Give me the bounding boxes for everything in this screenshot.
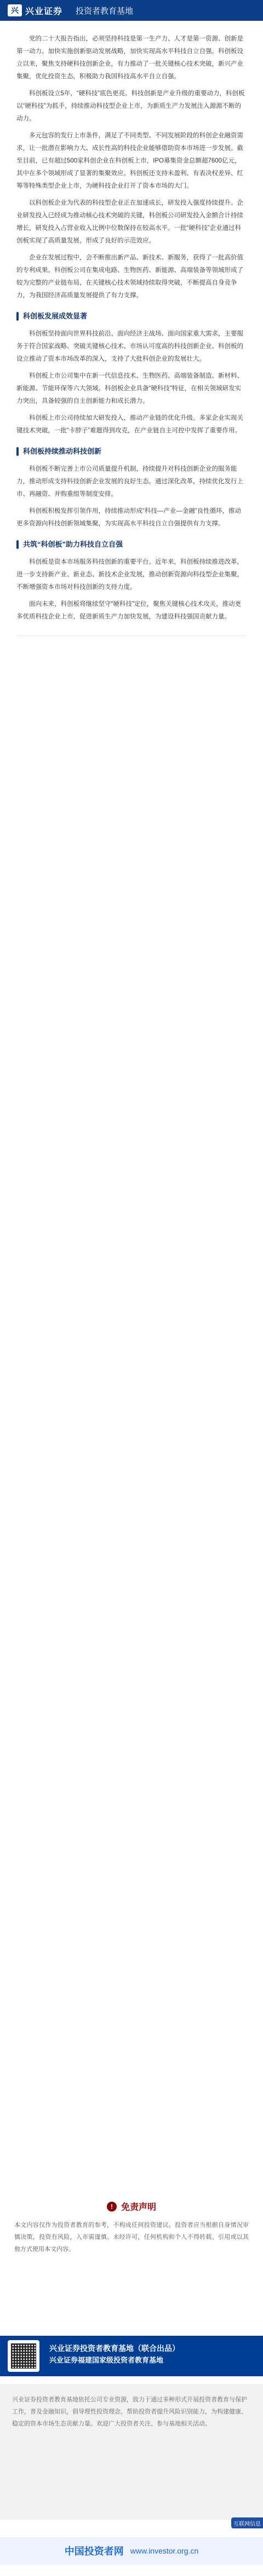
disclaimer-title: 免责声明 — [121, 2203, 156, 2212]
qr-code-icon — [8, 2340, 39, 2372]
section-bar — [16, 312, 19, 321]
warning-icon: ! — [107, 2202, 117, 2212]
section-bar — [16, 540, 19, 549]
section-title-text: 共筑“科创板”助力科技自立自强 — [23, 540, 123, 548]
paragraph: 科创板设立5年，“硬科技”底色更亮。科技创新是产业升级的重要动力，科创板以“硬科技”为抓手，持续推动科技型企业上市，为新质生产力发展注入源源不断的动力。 — [16, 90, 245, 122]
paragraph: 科创板上市公司集中在新一代信息技术、生物医药、高端装备制造、新材料、新能源、节能环保等六大领域。科创板企业具备“硬科技”特征，在相关领域研发实力突出，具备较强的自主创新能力和成长潜力。 — [16, 373, 243, 404]
divider — [16, 635, 247, 636]
paragraph: 科创板是资本市场服务科技创新的重要平台。近年来，科创板持续推进改革，进一步支持新产业、新业态、新技术企业发展，推动创新资源向科技型企业集聚，不断增强资本市场对科技创新的支持力度。 — [16, 559, 243, 591]
section-title — [16, 310, 247, 322]
banner-line-1: 兴业证券投资者教育基地（联合出品） — [49, 2344, 180, 2353]
section-title — [16, 445, 247, 458]
paragraph: 多元包容的发行上市条件，满足了不同类型、不同发展阶段的科创企业融资需求，让一批潜在影响力大、成长性高的科技企业能够借助资本市场进一步发展。截至目前，已有超过500家科创企业在科创板上市，IPO募集资金总额超7600亿元，其中在多个领域形成了显著的集聚效应。科创板还支持未盈利、有表决权差异、红筹等特殊类型企业上市，为硬科技企业打开了资本市场的大门。 — [16, 132, 243, 189]
section-title-text: 科创板持续推动科技创新 — [23, 447, 102, 455]
section-title — [16, 538, 247, 551]
footer — [0, 2537, 263, 2565]
paragraph: 企业在发展过程中，会不断推出新产品、新技术、新服务，获得了一批高价值的专利成果。科创板公司在集成电路、生物医药、新能源、高端装备等领域形成了较为完整的产业链布局，在关键核心技术领域持续取得突破，不断提高自身竞争力，为我国经济高质量发展提供了有力支撑。 — [16, 254, 243, 299]
paragraph: 科创板上市公司持续加大研发投入，推动产业链的优化升级。多家企业实现关键技术突破，一批“卡脖子”难题得到攻克，在产业链自主可控中发挥了重要作用。 — [16, 415, 243, 434]
section-bar — [16, 447, 19, 456]
info-text: 兴业证券投资者教育基地依托公司专业资源，致力于通过多种形式开展投资者教育与保护工作，普及金融知识，倡导理性投资理念，帮助投资者提升风险识别能力，为构建健康、稳定的资本市场生态贡献力量。欢迎广大投资者关注、参与基地相关活动。 — [12, 2396, 247, 2427]
brand-name: 兴业证券 — [25, 7, 63, 16]
paragraph: 科创板积极发挥引领作用，持续推动形成“科技—产业—金融”良性循环，推动更多资源向科技创新领域集聚，为实现高水平科技自立自强提供有力支撑。 — [16, 508, 242, 527]
disclaimer-header — [14, 2200, 249, 2213]
paragraph: 科创板坚持面向世界科技前沿、面向经济主战场、面向国家重大需求，主要服务于符合国家战略、突破关键核心技术、市场认可度高的科技创新企业。科创板的设立推动了资本市场改革的深入，支持了大批科创企业的发展壮大。 — [16, 331, 243, 362]
promo-banner — [0, 2336, 263, 2376]
disclaimer-body: 本文内容仅作为投资者教育的参考，不构成任何投资建议。投资者应当根据自身情况审慎决策，投资有风险，入市需谨慎。未经许可，任何机构和个人不得转载、引用或以其他方式使用本文内容。 — [14, 2222, 249, 2253]
brand-mark-icon: 兴 — [8, 4, 22, 16]
paragraph: 科创板不断完善上市公司质量提升机制，持续提升对科技创新企业的服务能力，推动形成支持科技创新企业发展的良好生态。通过深化改革，持续优化发行上市、再融资、并购重组等制度安排。 — [16, 466, 243, 497]
paragraph: 以科创板企业为代表的科技型企业正在加速成长，研发投入强度持续提升。企业研发投入已经成为推动核心技术突破的关键，科创板公司研发投入金额合计持续增长，研发投入占营业收入比例中位数保持在较高水平。一批“硬科技”企业通过科创板实现了高质量发展，形成了良好的示范效应。 — [16, 200, 243, 244]
top-bar — [0, 0, 263, 21]
section-title-text: 科创板发展成效显著 — [23, 312, 88, 320]
brand-tagline: 投资者教育基地 — [76, 7, 134, 16]
footer-left: 中国投资者网 — [64, 2546, 124, 2557]
banner-line-2: 兴业证券福建国家级投资者教育基地 — [49, 2356, 164, 2364]
brand-logo — [8, 3, 62, 18]
banner-lines — [49, 2342, 258, 2366]
paragraph: 党的二十大报告指出，必须坚持科技是第一生产力、人才是第一资源、创新是第一动力。加快实施创新驱动发展战略，加快实现高水平科技自立自强。科创板设立以来，聚焦支持硬科技创新企业，有力推动了一批关键核心技术突破，新兴产业集聚，优化投资生态，积极助力我国科技高水平自立自强。 — [16, 36, 243, 80]
footer-right: www.investor.org.cn — [130, 2546, 199, 2555]
info-box — [0, 2384, 263, 2520]
paragraph: 面向未来，科创板将继续坚守“硬科技”定位，聚焦关键核心技术攻关，推动更多优质科技企业上市，促进新质生产力加快发展，为建设科技强国贡献力量。 — [16, 601, 242, 620]
disclaimer — [14, 2200, 249, 2255]
article-content — [16, 33, 247, 648]
badge: 互联网信息 — [231, 2517, 263, 2528]
